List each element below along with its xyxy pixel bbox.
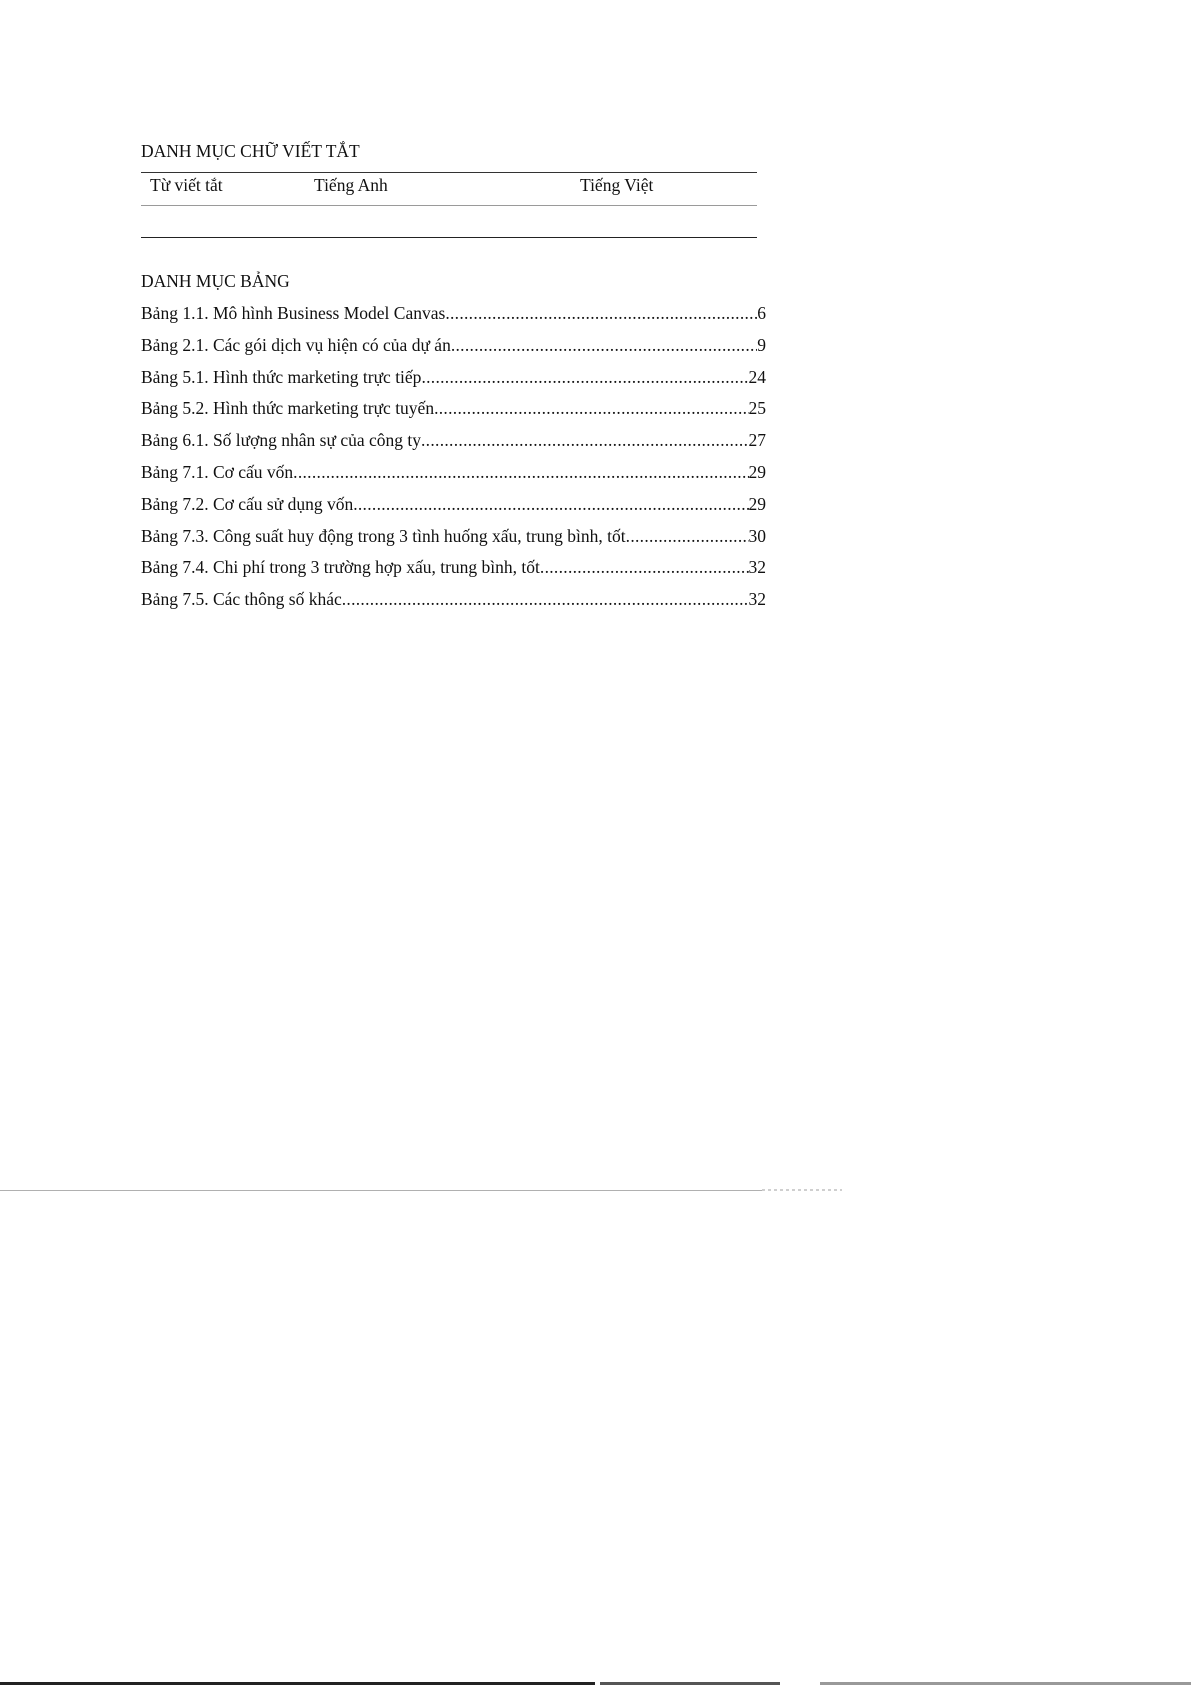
dot-leader xyxy=(353,493,748,515)
dot-leader xyxy=(451,334,757,356)
abbreviations-title: DANH MỤC CHỮ VIẾT TẮT xyxy=(141,141,360,161)
table-entry[interactable] xyxy=(141,525,766,557)
table-entry-page: 32 xyxy=(748,589,766,610)
abbreviations-table xyxy=(141,172,757,238)
table-entry-label: Bảng 7.4. Chi phí trong 3 trường hợp xấu, trung bình, tốt xyxy=(141,557,540,578)
column-header-vietnamese: Tiếng Việt xyxy=(580,175,654,195)
dot-leader xyxy=(445,302,757,324)
table-entry-page: 29 xyxy=(748,461,766,482)
table-entry-label: Bảng 7.1. Cơ cấu vốn xyxy=(141,461,294,482)
dot-leader xyxy=(421,429,749,451)
tables-list xyxy=(141,302,766,620)
table-entry[interactable] xyxy=(141,334,766,366)
tables-list-title: DANH MỤC BẢNG xyxy=(141,271,290,291)
table-entry-label: Bảng 5.1. Hình thức marketing trực tiếp xyxy=(141,366,422,387)
table-entry[interactable] xyxy=(141,397,766,429)
dot-leader xyxy=(540,556,749,578)
dot-leader xyxy=(293,461,748,483)
table-entry-page: 25 xyxy=(748,398,766,419)
abbreviations-table-body xyxy=(141,206,757,238)
dot-leader xyxy=(626,525,749,547)
table-entry-page: 24 xyxy=(748,366,766,387)
dot-leader xyxy=(421,366,748,388)
table-entry[interactable] xyxy=(141,366,766,398)
table-entry-page: 27 xyxy=(748,430,766,451)
table-entry-label: Bảng 7.5. Các thông số khác xyxy=(141,589,342,610)
table-entry-label: Bảng 5.2. Hình thức marketing trực tuyến xyxy=(141,398,435,419)
table-entry-label: Bảng 2.1. Các gói dịch vụ hiện có của dự án xyxy=(141,334,451,355)
dot-leader xyxy=(434,397,748,419)
table-entry-label: Bảng 7.3. Công suất huy động trong 3 tình huống xấu, trung bình, tốt xyxy=(141,525,626,546)
table-entry-label: Bảng 6.1. Số lượng nhân sự của công ty xyxy=(141,430,421,451)
table-entry[interactable] xyxy=(141,556,766,588)
abbreviations-table-header xyxy=(141,173,757,206)
table-entry[interactable] xyxy=(141,302,766,334)
table-entry-page: 6 xyxy=(757,303,766,323)
table-entry-label: Bảng 7.2. Cơ cấu sử dụng vốn xyxy=(141,493,354,514)
abbreviations-section xyxy=(141,140,766,162)
table-entry-page: 9 xyxy=(757,334,766,355)
table-entry-label: Bảng 1.1. Mô hình Business Model Canvas xyxy=(141,303,446,323)
table-entry[interactable] xyxy=(141,493,766,525)
table-entry[interactable] xyxy=(141,429,766,461)
dot-leader xyxy=(342,588,749,610)
table-entry[interactable] xyxy=(141,461,766,493)
page-break-divider xyxy=(0,1190,842,1191)
column-header-english: Tiếng Anh xyxy=(314,175,388,195)
table-entry-page: 29 xyxy=(748,493,766,514)
table-entry-page: 30 xyxy=(748,525,766,546)
column-header-abbreviation: Từ viết tắt xyxy=(150,175,223,195)
page-break-divider-fade xyxy=(762,1189,842,1191)
table-entry[interactable] xyxy=(141,588,766,620)
table-entry-page: 32 xyxy=(748,557,766,578)
